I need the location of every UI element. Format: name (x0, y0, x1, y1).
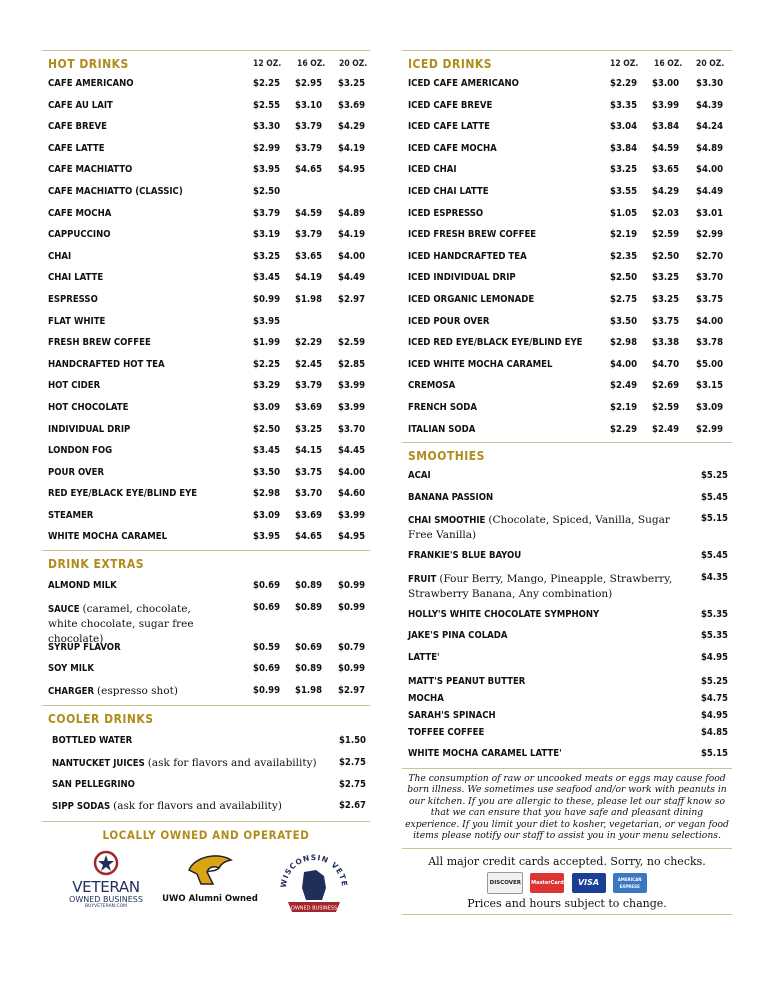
item-name: CAFE AU LAIT (48, 99, 113, 111)
menu-item: FRUIT (Four Berry, Mango, Pineapple, Strawberry, Strawberry Banana, Any combination) $4.35 (408, 571, 728, 600)
menu-item (402, 138, 732, 160)
item-price: $3.84 (652, 121, 680, 133)
item-price: $3.75 (652, 315, 680, 327)
item-price: $4.00 (696, 315, 724, 327)
hot-drinks-list (42, 73, 370, 548)
item-price: $3.99 (338, 401, 366, 413)
menu-item: SOY MILK $0.69 $0.89 $0.99 (48, 663, 366, 675)
item-price: $3.25 (253, 250, 281, 262)
menu-item (42, 397, 370, 419)
item-price: $2.50 (253, 423, 281, 435)
item-price: $3.19 (253, 229, 281, 241)
item-price: $4.65 (295, 531, 323, 543)
item-price: $3.99 (338, 509, 366, 521)
item-name: INDIVIDUAL DRIP (48, 423, 131, 435)
item-price: $3.65 (295, 250, 323, 262)
menu-item (42, 289, 370, 311)
item-name: CAPPUCCINO (48, 229, 111, 241)
item-price: $2.29 (610, 78, 638, 89)
item-price: $2.59 (652, 401, 680, 413)
wisconsin-state-icon (274, 844, 354, 926)
item-name: ICED CHAI (408, 164, 457, 176)
menu-item (42, 332, 370, 354)
cooler-drinks-header (42, 706, 370, 728)
item-price: $3.45 (253, 272, 281, 284)
item-name: ICED CAFE MOCHA (408, 142, 497, 154)
item-price: $3.25 (652, 272, 680, 284)
smoothies-section (402, 443, 732, 765)
allergy-disclaimer: The consumption of raw or uncooked meats or eggs may cause food born illness. We sometimes use seafood and/or work with peanuts in our kitchen. If you are allergic to these, please let our staff know so that we can ensure that you have safe and pleasant dining experience. If you limit your diet to kosher, vegetarian, or vegan food items please notify our staff to assist you in your menu selections. (405, 772, 729, 842)
item-name: FRENCH SODA (408, 401, 477, 413)
menu-item: BOTTLED WATER $1.50 (52, 735, 366, 747)
menu-item (42, 375, 370, 397)
left-column (42, 50, 370, 930)
menu-item (42, 483, 370, 505)
menu-item (42, 116, 370, 138)
item-name: CAFE MACHIATTO (CLASSIC) (48, 185, 183, 197)
menu-item (42, 181, 370, 203)
menu-item (42, 526, 370, 548)
item-price: $2.19 (610, 401, 638, 413)
menu-item (42, 311, 370, 333)
credit-note: All major credit cards accepted. Sorry, no checks. (428, 854, 706, 868)
item-price: $3.50 (610, 315, 638, 327)
menu-item (402, 311, 732, 333)
item-price: $3.79 (253, 207, 281, 219)
size-20oz: 20 OZ. (696, 59, 725, 69)
item-price: $4.59 (295, 207, 323, 219)
item-price: $3.69 (295, 509, 323, 521)
item-price: $2.55 (253, 99, 281, 111)
section-title: HOT DRINKS (48, 57, 129, 71)
menu-item (42, 95, 370, 117)
menu-item (42, 462, 370, 484)
item-price: $4.49 (696, 185, 724, 197)
item-price: $4.29 (338, 121, 366, 133)
menu-item: JAKE'S PINA COLADA $5.35 (408, 630, 728, 642)
section-title: ICED DRINKS (408, 57, 493, 71)
menu-item: FRANKIE'S BLUE BAYOU $5.45 (408, 550, 728, 562)
item-name: WHITE MOCHA CARAMEL (48, 531, 168, 543)
item-price: $4.00 (338, 250, 366, 262)
item-price: $2.49 (652, 423, 680, 435)
item-name: CHAI LATTE (48, 272, 104, 284)
menu-item: MATT'S PEANUT BUTTER $5.25 (408, 675, 728, 687)
item-price: $2.35 (610, 250, 638, 262)
item-price: $5.00 (696, 358, 724, 370)
item-price: $2.19 (610, 229, 638, 241)
item-price: $3.25 (610, 164, 638, 176)
item-price: $4.49 (338, 272, 366, 284)
menu-item (402, 181, 732, 203)
menu-item (402, 397, 732, 419)
item-price: $2.99 (696, 423, 724, 435)
item-price: $4.15 (295, 445, 323, 457)
iced-drinks-header (402, 51, 732, 73)
menu-item (42, 354, 370, 376)
payment-info (402, 849, 732, 910)
section-title: SMOOTHIES (408, 449, 485, 464)
item-name: HANDCRAFTED HOT TEA (48, 358, 165, 370)
item-name: CAFE AMERICANO (48, 78, 134, 89)
item-price: $3.01 (696, 207, 724, 219)
menu-item (402, 375, 732, 397)
drink-extras-header (42, 551, 370, 573)
menu-item (402, 267, 732, 289)
item-price: $3.95 (253, 531, 281, 543)
menu-item (42, 440, 370, 462)
item-price: $3.79 (295, 380, 323, 392)
drink-extras-section (42, 551, 370, 701)
menu-item: WHITE MOCHA CARAMEL LATTE' $5.15 (408, 748, 728, 760)
discover-card-icon: DISCOVER (487, 872, 523, 894)
item-price: $3.69 (338, 99, 366, 111)
item-price: $3.75 (295, 466, 323, 478)
item-price: $4.95 (338, 531, 366, 543)
item-name: ICED WHITE MOCHA CARAMEL (408, 358, 553, 370)
menu-item (42, 419, 370, 441)
item-name: ICED HANDCRAFTED TEA (408, 250, 527, 262)
item-price: $2.50 (652, 250, 680, 262)
item-price: $4.59 (652, 142, 680, 154)
menu-item (42, 267, 370, 289)
item-price: $3.04 (610, 121, 638, 133)
item-price: $3.25 (295, 423, 323, 435)
item-price: $2.25 (253, 358, 281, 370)
item-price: $2.50 (610, 272, 638, 284)
section-title: DRINK EXTRAS (48, 557, 144, 572)
item-name: ICED POUR OVER (408, 315, 490, 327)
menu-item: LATTE' $4.95 (408, 652, 728, 664)
item-price: $2.97 (338, 293, 366, 305)
menu-item: SAUCE (caramel, chocolate, white chocolate, sugar free chocolate) $0.69 $0.89 $0.99 (48, 601, 366, 645)
mastercard-card-icon: MasterCard (530, 873, 564, 893)
item-name: ICED CAFE BREVE (408, 99, 493, 111)
amex-card-icon: AMERICAN EXPRESS (613, 873, 647, 893)
locally-owned-section (42, 822, 370, 930)
veteran-owned-logo: VETERAN OWNED BUSINESS BUYVETERAN.COM (60, 850, 152, 909)
item-price: $3.65 (652, 164, 680, 176)
item-price: $4.19 (338, 229, 366, 241)
item-name: RED EYE/BLACK EYE/BLIND EYE (48, 488, 198, 500)
item-price: $3.35 (610, 99, 638, 111)
item-price: $2.59 (652, 229, 680, 241)
item-price: $3.30 (696, 78, 724, 89)
item-name: FRESH BREW COFFEE (48, 337, 151, 349)
menu-item: SYRUP FLAVOR $0.59 $0.69 $0.79 (48, 641, 366, 653)
item-price: $2.03 (652, 207, 680, 219)
item-price: $0.99 (253, 293, 281, 305)
item-name: CHAI (48, 250, 72, 262)
item-price: $4.95 (338, 164, 366, 176)
iced-drinks-list (402, 73, 732, 440)
size-12oz: 12 OZ. (253, 59, 282, 69)
item-price: $2.75 (610, 293, 638, 305)
item-price: $3.10 (295, 99, 323, 111)
item-name: ICED CAFE AMERICANO (408, 78, 519, 89)
item-name: CAFE MACHIATTO (48, 164, 133, 176)
item-name: ICED FRESH BREW COFFEE (408, 229, 537, 241)
item-name: LONDON FOG (48, 445, 113, 457)
size-16oz: 16 OZ. (654, 59, 683, 69)
item-price: $2.69 (652, 380, 680, 392)
item-price: $3.25 (652, 293, 680, 305)
item-price: $2.49 (610, 380, 638, 392)
menu-item: ALMOND MILK $0.69 $0.89 $0.99 (48, 580, 366, 592)
item-price: $4.19 (295, 272, 323, 284)
menu-item (402, 159, 732, 181)
item-price: $3.15 (696, 380, 724, 392)
menu-item (402, 332, 732, 354)
item-price: $3.95 (253, 164, 281, 176)
item-name: ESPRESSO (48, 293, 98, 305)
menu-item: NANTUCKET JUICES (ask for flavors and availability) $2.75 (52, 757, 366, 770)
item-price: $2.98 (610, 337, 638, 349)
item-price: $4.60 (338, 488, 366, 500)
item-price: $3.09 (253, 509, 281, 521)
item-price: $3.55 (610, 185, 638, 197)
item-price: $1.05 (610, 207, 638, 219)
item-price: $3.95 (253, 315, 281, 327)
item-price: $4.45 (338, 445, 366, 457)
hot-drinks-header (42, 51, 370, 73)
item-price: $3.38 (652, 337, 680, 349)
item-price: $2.29 (610, 423, 638, 435)
menu-item (42, 203, 370, 225)
svg-text:WISCONSIN VETERAN: WISCONSIN VETE (278, 852, 350, 889)
item-price: $4.00 (338, 466, 366, 478)
item-name: CREMOSA (408, 380, 456, 392)
item-name: ICED ORGANIC LEMONADE (408, 293, 535, 305)
item-name: ICED CHAI LATTE (408, 185, 489, 197)
item-price: $4.19 (338, 142, 366, 154)
menu-item (42, 224, 370, 246)
item-price: $4.00 (610, 358, 638, 370)
menu-item: BANANA PASSION $5.45 (408, 491, 728, 503)
menu-item (402, 246, 732, 268)
menu-item (402, 203, 732, 225)
item-price: $3.69 (295, 401, 323, 413)
item-name: ICED ESPRESSO (408, 207, 484, 219)
right-column (402, 50, 732, 915)
item-price: $3.79 (295, 229, 323, 241)
item-price: $4.89 (696, 142, 724, 154)
item-price: $2.85 (338, 358, 366, 370)
item-name: ITALIAN SODA (408, 423, 476, 435)
item-price: $2.50 (253, 185, 281, 197)
item-name: ICED RED EYE/BLACK EYE/BLIND EYE (408, 337, 583, 349)
menu-item: MOCHA $4.75 (408, 692, 728, 704)
smoothies-header (402, 443, 732, 465)
menu-item (402, 419, 732, 441)
menu-item (402, 95, 732, 117)
item-price: $2.59 (338, 337, 366, 349)
item-price: $4.24 (696, 121, 724, 133)
menu-item (42, 159, 370, 181)
item-price: $2.45 (295, 358, 323, 370)
item-price: $3.25 (338, 78, 366, 89)
menu-item (402, 116, 732, 138)
divider (402, 914, 732, 915)
menu-item: CHARGER (espresso shot) $0.99 $1.98 $2.97 (48, 684, 366, 697)
item-price: $3.09 (253, 401, 281, 413)
wisconsin-veteran-logo (274, 844, 354, 926)
menu-item: HOLLY'S WHITE CHOCOLATE SYMPHONY $5.35 (408, 608, 728, 620)
menu-item (402, 354, 732, 376)
size-16oz: 16 OZ. (297, 59, 326, 69)
item-price: $2.98 (253, 488, 281, 500)
item-price: $2.29 (295, 337, 323, 349)
menu-item: CHAI SMOOTHIE (Chocolate, Spiced, Vanilla, Sugar Free Vanilla) $5.15 (408, 513, 728, 542)
item-price: $2.25 (253, 78, 281, 89)
item-price: $4.65 (295, 164, 323, 176)
item-price: $4.00 (696, 164, 724, 176)
item-price: $3.70 (295, 488, 323, 500)
menu-item (42, 505, 370, 527)
item-name: HOT CIDER (48, 380, 101, 392)
item-price: $3.78 (696, 337, 724, 349)
menu-item: SARAH'S SPINACH $4.95 (408, 709, 728, 721)
item-name: HOT CHOCOLATE (48, 401, 129, 413)
item-price: $3.99 (652, 99, 680, 111)
item-price: $4.29 (652, 185, 680, 197)
item-price: $1.98 (295, 293, 323, 305)
menu-item (402, 289, 732, 311)
item-price: $3.09 (696, 401, 724, 413)
item-name: ICED CAFE LATTE (408, 121, 490, 133)
item-price: $3.79 (295, 121, 323, 133)
item-price: $4.89 (338, 207, 366, 219)
item-price: $3.30 (253, 121, 281, 133)
size-20oz: 20 OZ. (339, 59, 368, 69)
menu-item: ACAI $5.25 (408, 470, 728, 482)
item-name: ICED INDIVIDUAL DRIP (408, 272, 516, 284)
item-name: POUR OVER (48, 466, 105, 478)
locally-owned-title: LOCALLY OWNED AND OPERATED (102, 827, 310, 842)
item-name: CAFE LATTE (48, 142, 105, 154)
item-price: $3.75 (696, 293, 724, 305)
menu-item (402, 224, 732, 246)
menu-item (402, 73, 732, 95)
size-12oz: 12 OZ. (610, 59, 639, 69)
item-price: $3.45 (253, 445, 281, 457)
item-price: $2.99 (253, 142, 281, 154)
item-price: $3.70 (338, 423, 366, 435)
svg-text:OWNED BUSINESS: OWNED BUSINESS (290, 905, 338, 912)
item-price: $2.70 (696, 250, 724, 262)
item-name: CAFE BREVE (48, 121, 107, 133)
item-price: $4.39 (696, 99, 724, 111)
titan-helmet-icon (185, 852, 235, 886)
menu-item: TOFFEE COFFEE $4.85 (408, 726, 728, 738)
item-name: FLAT WHITE (48, 315, 106, 327)
menu-item: SAN PELLEGRINO $2.75 (52, 778, 366, 790)
item-price: $1.99 (253, 337, 281, 349)
item-price: $3.84 (610, 142, 638, 154)
item-price: $2.95 (295, 78, 323, 89)
item-price: $3.29 (253, 380, 281, 392)
menu-item (42, 246, 370, 268)
item-price: $3.70 (696, 272, 724, 284)
item-price: $3.79 (295, 142, 323, 154)
menu-item (42, 138, 370, 160)
item-price: $2.99 (696, 229, 724, 241)
prices-note: Prices and hours subject to change. (467, 896, 667, 910)
item-price: $4.70 (652, 358, 680, 370)
item-name: STEAMER (48, 509, 94, 521)
item-name: CAFE MOCHA (48, 207, 112, 219)
visa-card-icon: VISA (572, 873, 606, 893)
uwo-alumni-logo: UWO Alumni Owned (160, 852, 260, 904)
section-title: COOLER DRINKS (48, 712, 154, 727)
star-badge-icon (93, 850, 119, 876)
menu-item (42, 73, 370, 95)
item-price: $3.50 (253, 466, 281, 478)
item-price: $3.99 (338, 380, 366, 392)
cooler-drinks-section (42, 706, 370, 816)
card-logos (402, 872, 732, 894)
menu-item: SIPP SODAS (ask for flavors and availability) $2.67 (52, 800, 366, 813)
item-price: $3.00 (652, 78, 680, 89)
